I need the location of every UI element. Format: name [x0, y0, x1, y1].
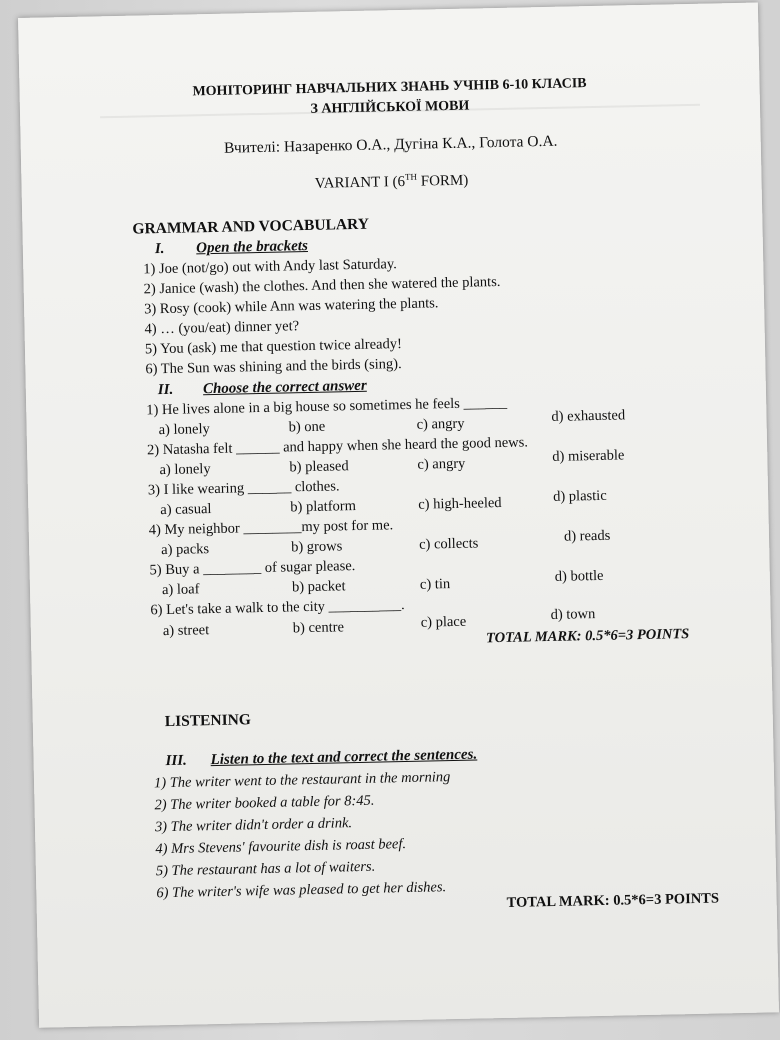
s2-q4-option-c: c) collects: [418, 535, 479, 553]
s2-q5-option-c: c) tin: [419, 576, 451, 593]
s2-q1-option-b: b) one: [288, 418, 326, 436]
s2-q3-option-b: b) platform: [290, 498, 357, 516]
s2-q3-option-d: d) plastic: [552, 487, 607, 505]
s2-q6-option-d: d) town: [550, 606, 596, 623]
s1-item-2: 2) Janice (wash) the clothes. And then she watered the plants.: [143, 273, 501, 298]
grammar-total-mark: TOTAL MARK: 0.5*6=3 POINTS: [485, 626, 690, 647]
s2-q5-option-d: d) bottle: [554, 567, 604, 585]
s2-q6-option-b: b) centre: [292, 619, 345, 637]
s2-question-2: 2) Natasha felt ______ and happy when she heard the good news.: [146, 434, 529, 459]
s2-q2-option-d: d) miserable: [552, 447, 625, 465]
s2-q1-option-d: d) exhausted: [551, 407, 626, 425]
s3-item-3: 3) The writer didn't order a drink.: [154, 815, 353, 836]
s2-q6-option-c: c) place: [420, 613, 467, 631]
s1-item-4: 4) … (you/eat) dinner yet?: [144, 318, 300, 338]
section-1-number: I.: [154, 240, 165, 258]
s1-item-3: 3) Rosy (cook) while Ann was watering the plants.: [143, 295, 439, 318]
s2-q4-option-d: d) reads: [563, 527, 611, 545]
title-line-2: З АНГЛІЙСЬКОЇ МОВИ: [310, 98, 470, 117]
worksheet-page: [18, 3, 779, 1028]
s3-item-5: 5) The restaurant has a lot of waiters.: [155, 858, 376, 880]
variant-sup: TH: [404, 171, 418, 182]
s2-q5-option-a: a) loaf: [161, 581, 200, 599]
s1-item-5: 5) You (ask) me that question twice already!: [144, 336, 403, 358]
s2-q6-option-a: a) street: [162, 622, 210, 640]
listening-total-mark: TOTAL MARK: 0.5*6=3 POINTS: [506, 890, 720, 911]
variant-suffix: FORM): [416, 172, 469, 190]
s2-question-3: 3) I like wearing ______ clothes.: [147, 478, 340, 499]
section-1-heading: [155, 238, 308, 258]
listening-heading: LISTENING: [164, 711, 252, 731]
s2-question-1: 1) He lives alone in a big house so sometimes he feels ______: [146, 394, 508, 419]
section-2-number: II.: [157, 381, 174, 399]
variant-prefix: VARIANT I (6: [314, 173, 406, 192]
s2-q2-option-c: c) angry: [417, 455, 466, 473]
s2-q2-option-b: b) pleased: [289, 458, 349, 476]
s3-item-1: 1) The writer went to the restaurant in the morning: [153, 769, 451, 792]
s2-question-4: 4) My neighbor ________my post for me.: [148, 517, 394, 539]
s2-q3-option-a: a) casual: [160, 501, 212, 519]
s1-item-6: 6) The Sun was shining and the birds (sing).: [145, 356, 402, 378]
s2-q4-option-a: a) packs: [161, 541, 210, 559]
s2-question-6: 6) Let's take a walk to the city __________.: [150, 597, 405, 619]
s3-item-6: 6) The writer's wife was pleased to get her dishes.: [156, 879, 447, 902]
section-2-title: Choose the correct answer: [202, 377, 367, 398]
s2-q1-option-a: a) lonely: [158, 421, 210, 439]
s3-item-4: 4) Mrs Stevens' favourite dish is roast beef.: [155, 836, 407, 858]
s2-q3-option-c: c) high-heeled: [418, 494, 502, 513]
title-line-1: МОНІТОРИНГ НАВЧАЛЬНИХ ЗНАНЬ УЧНІВ 6-10 КЛАСІВ: [192, 76, 587, 100]
s2-q5-option-b: b) packet: [291, 578, 346, 596]
s2-question-5: 5) Buy a ________ of sugar please.: [149, 558, 356, 579]
s2-q4-option-b: b) grows: [290, 538, 343, 556]
section-1-title: Open the brackets: [196, 237, 309, 257]
s2-q1-option-c: c) angry: [416, 415, 465, 433]
s2-q2-option-a: a) lonely: [159, 461, 211, 479]
section-3-title: Listen to the text and correct the sentences.: [210, 746, 478, 769]
teachers-line: Вчителі: Назаренко О.А., Дугіна К.А., Голота О.А.: [223, 132, 558, 157]
section-3-number: III.: [165, 752, 188, 770]
s3-item-2: 2) The writer booked a table for 8:45.: [154, 792, 375, 814]
s1-item-1: 1) Joe (not/go) out with Andy last Saturday.: [143, 256, 397, 278]
grammar-heading: GRAMMAR AND VOCABULARY: [132, 215, 370, 238]
